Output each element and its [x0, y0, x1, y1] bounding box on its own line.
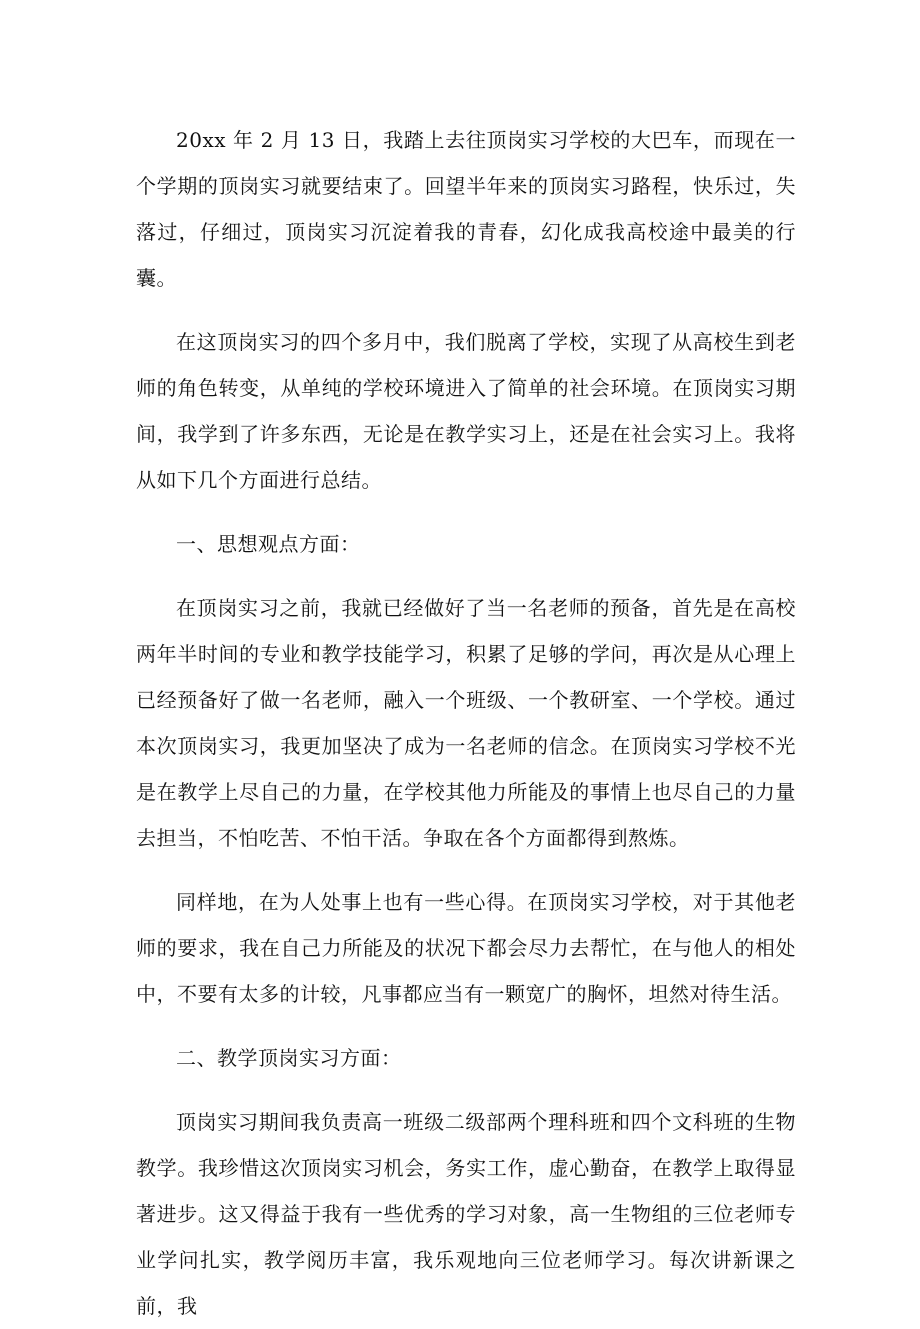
paragraph-ideology-1: 在顶岗实习之前，我就已经做好了当一名老师的预备，首先是在高校两年半时间的专业和教学技能学习，积累了足够的学问，再次是从心理上已经预备好了做一名老师，融入一个班级、一个教研室、一个学校。通过本次顶岗实习，我更加坚决了成为一名老师的信念。在顶岗实习学校不光是在教学上尽自己的力量，在学校其他力所能及的事情上也尽自己的力量去担当，不怕吃苦、不怕干活。争取在各个方面都得到熬炼。: [136, 596, 796, 850]
section-heading-teaching: 二、教学顶岗实习方面：: [176, 1046, 402, 1070]
paragraph-intro: 20xx 年 2 月 13 日，我踏上去往顶岗实习学校的大巴车，而现在一个学期的顶岗实习就要结束了。回望半年来的顶岗实习路程，快乐过，失落过，仔细过，顶岗实习沉淀着我的青春，幻化成我高校途中最美的行囊。: [136, 128, 796, 290]
section-heading-ideology: 一、思想观点方面：: [176, 532, 361, 556]
paragraph-overview: 在这顶岗实习的四个多月中，我们脱离了学校，实现了从高校生到老师的角色转变，从单纯的学校环境进入了简单的社会环境。在顶岗实习期间，我学到了许多东西，无论是在教学实习上，还是在社会实习上。我将从如下几个方面进行总结。: [136, 330, 796, 492]
paragraph-teaching-1: 顶岗实习期间我负责高一班级二级部两个理科班和四个文科班的生物教学。我珍惜这次顶岗实习机会，务实工作，虚心勤奋，在教学上取得显著进步。这又得益于我有一些优秀的学习对象，高一生物组的三位老师专业学问扎实，教学阅历丰富，我乐观地向三位老师学习。每次讲新课之前，我: [136, 1110, 796, 1318]
paragraph-ideology-2: 同样地，在为人处事上也有一些心得。在顶岗实习学校，对于其他老师的要求，我在自己力所能及的状况下都会尽力去帮忙，在与他人的相处中，不要有太多的计较，凡事都应当有一颗宽广的胸怀，坦然对待生活。: [136, 890, 796, 1006]
